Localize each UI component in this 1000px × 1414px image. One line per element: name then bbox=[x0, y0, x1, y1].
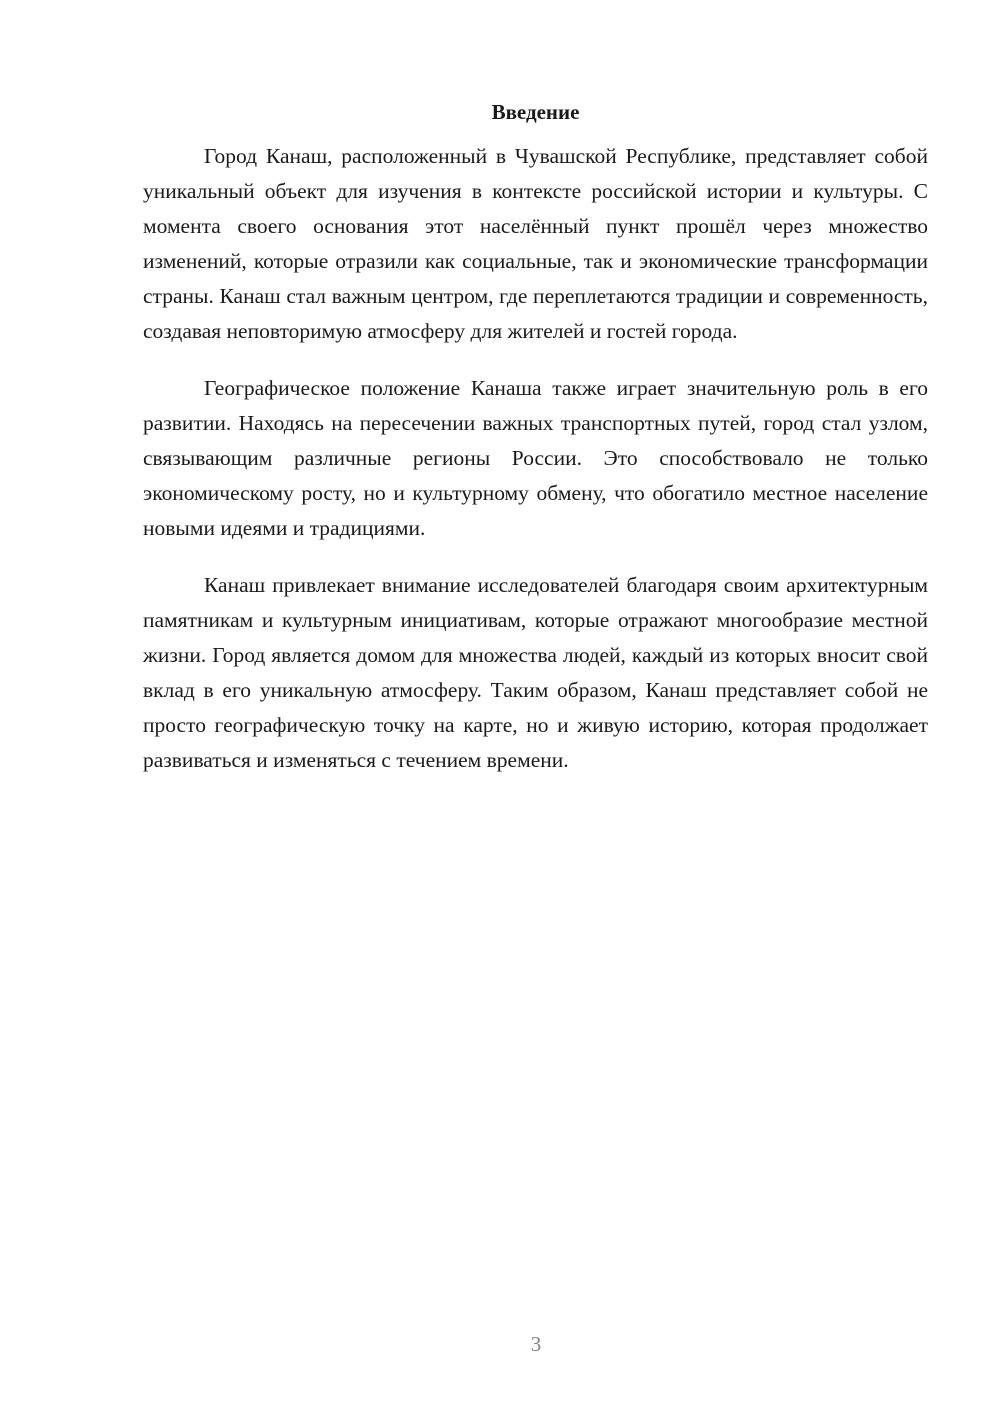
page-title: Введение bbox=[491, 100, 580, 124]
page-number: 3 bbox=[530, 1332, 542, 1356]
page-content bbox=[143, 98, 928, 800]
paragraph-geography: Географическое положение Канаша также играет значительную роль в его развитии. Находясь на пересечении важных транспортных путей, город стал узлом, связывающим различные регионы России. Это способствовало не только экономическому росту, но и культурному обмену, что обогатило местное население новыми идеями и традициями. bbox=[143, 376, 928, 540]
paragraph-intro: Город Канаш, расположенный в Чувашской Республике, представляет собой уникальный объект для изучения в контексте российской истории и культуры. С момента своего основания этот населённый пункт прошёл через множество изменений, которые отразили как социальные, так и экономические трансформации страны. Канаш стал важным центром, где переплетаются традиции и современность, создавая неповторимую атмосферу для жителей и гостей города. bbox=[143, 144, 928, 343]
paragraph-research: Канаш привлекает внимание исследователей благодаря своим архитектурным памятникам и культурным инициативам, которые отражают многообразие местной жизни. Город является домом для множества людей, каждый из которых вносит свой вклад в его уникальную атмосферу. Таким образом, Канаш представляет собой не просто географическую точку на карте, но и живую историю, которая продолжает развиваться и изменяться с течением времени. bbox=[143, 573, 928, 772]
